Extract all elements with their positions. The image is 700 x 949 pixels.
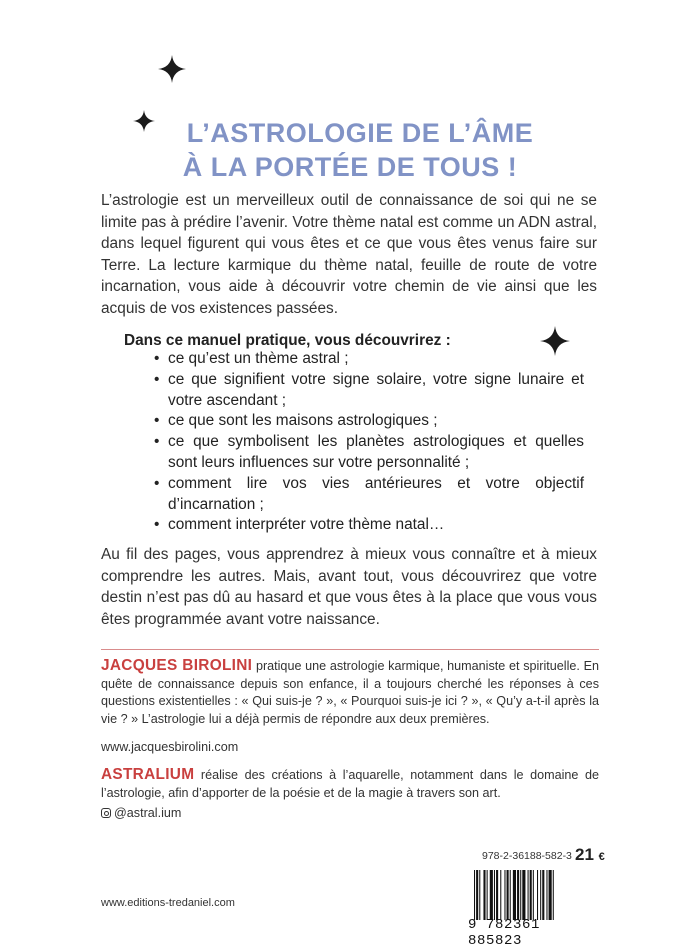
list-item: • ce que sont les maisons astrologiques ; [154, 411, 584, 432]
barcode-digits: 9 782361 885823 [468, 917, 541, 949]
list-item: • comment interpréter votre thème natal… [154, 515, 584, 536]
author-bio-text: pratique une astrologie karmique, humaniste et spirituelle. En quête de connaissance depuis son enfance, il a toujours cherché les réponses à ces questions existentielles : « Qui suis-je ? », « Pourquoi suis-je ici ? », « Qu’y a-t-il après la vie ? » L’astrologie lui a déjà permis de répondre aux deux premières. [101, 659, 599, 726]
price-value: 21 [575, 845, 594, 864]
headline-line-2: À LA PORTÉE DE TOUS ! [182, 152, 518, 182]
headline-line-1: L’ASTROLOGIE DE L’ÂME [186, 118, 534, 148]
list-title: Dans ce manuel pratique, vous découvrirez : [124, 332, 451, 349]
publisher-website[interactable]: www.editions-tredaniel.com [101, 897, 235, 909]
headline [0, 116, 700, 184]
author-name: JACQUES BIROLINI [101, 657, 253, 674]
illustrator-bio-text: réalise des créations à l’aquarelle, notamment dans le domaine de l’astrologie, afin d’apporter de la poésie et de la magie à travers son art. [101, 768, 599, 800]
instagram-icon [101, 808, 111, 818]
list-item: • ce que signifient votre signe solaire, votre signe lunaire et votre ascendant ; [154, 370, 584, 409]
outro-paragraph: Au fil des pages, vous apprendrez à mieux vous connaître et à mieux comprendre les autres. Mais, avant tout, vous découvrirez que votre destin n’est pas dû au hasard et que vous êtes à la place que vous vous êtes programmée avant votre naissance. [101, 546, 597, 628]
price [575, 845, 605, 865]
isbn: 978-2-36188-582-3 [482, 850, 572, 862]
barcode [474, 870, 600, 920]
illustrator-name: ASTRALIUM [101, 766, 195, 783]
bullet-list [154, 349, 584, 536]
bullet-icon: • [154, 516, 160, 534]
divider [101, 649, 599, 650]
list-item: • comment lire vos vies antérieures et votre objectif d’incarnation ; [154, 474, 584, 513]
bullet-icon: • [154, 350, 160, 367]
list-item: • ce que symbolisent les planètes astrologiques et quelles sont leurs influences sur votre personnalité ; [154, 433, 584, 471]
bullet-icon: • [154, 433, 160, 451]
bullet-icon: • [154, 474, 160, 492]
bullet-icon: • [154, 370, 160, 388]
instagram-handle-text: @astral.ium [114, 806, 182, 820]
author-bio [101, 657, 599, 728]
author-website[interactable]: www.jacquesbirolini.com [101, 740, 239, 754]
list-item: • ce qu’est un thème astral ; [154, 349, 584, 370]
sparkle-star-icon [158, 55, 186, 83]
intro-paragraph: L’astrologie est un merveilleux outil de connaissance de soi qui ne se limite pas à prédire l’avenir. Votre thème natal est comme un ADN astral, dans lequel figurent qui vous êtes et ce que vous êtes venus faire sur Terre. La lecture karmique du thème natal, feuille de route de votre incarnation, vous aide à découvrir votre chemin de vie ainsi que les acquis de vos existences passées. [101, 192, 597, 317]
illustrator-bio [101, 766, 599, 802]
price-currency: € [598, 851, 605, 863]
bullet-icon: • [154, 412, 160, 430]
instagram-handle[interactable] [101, 806, 181, 820]
